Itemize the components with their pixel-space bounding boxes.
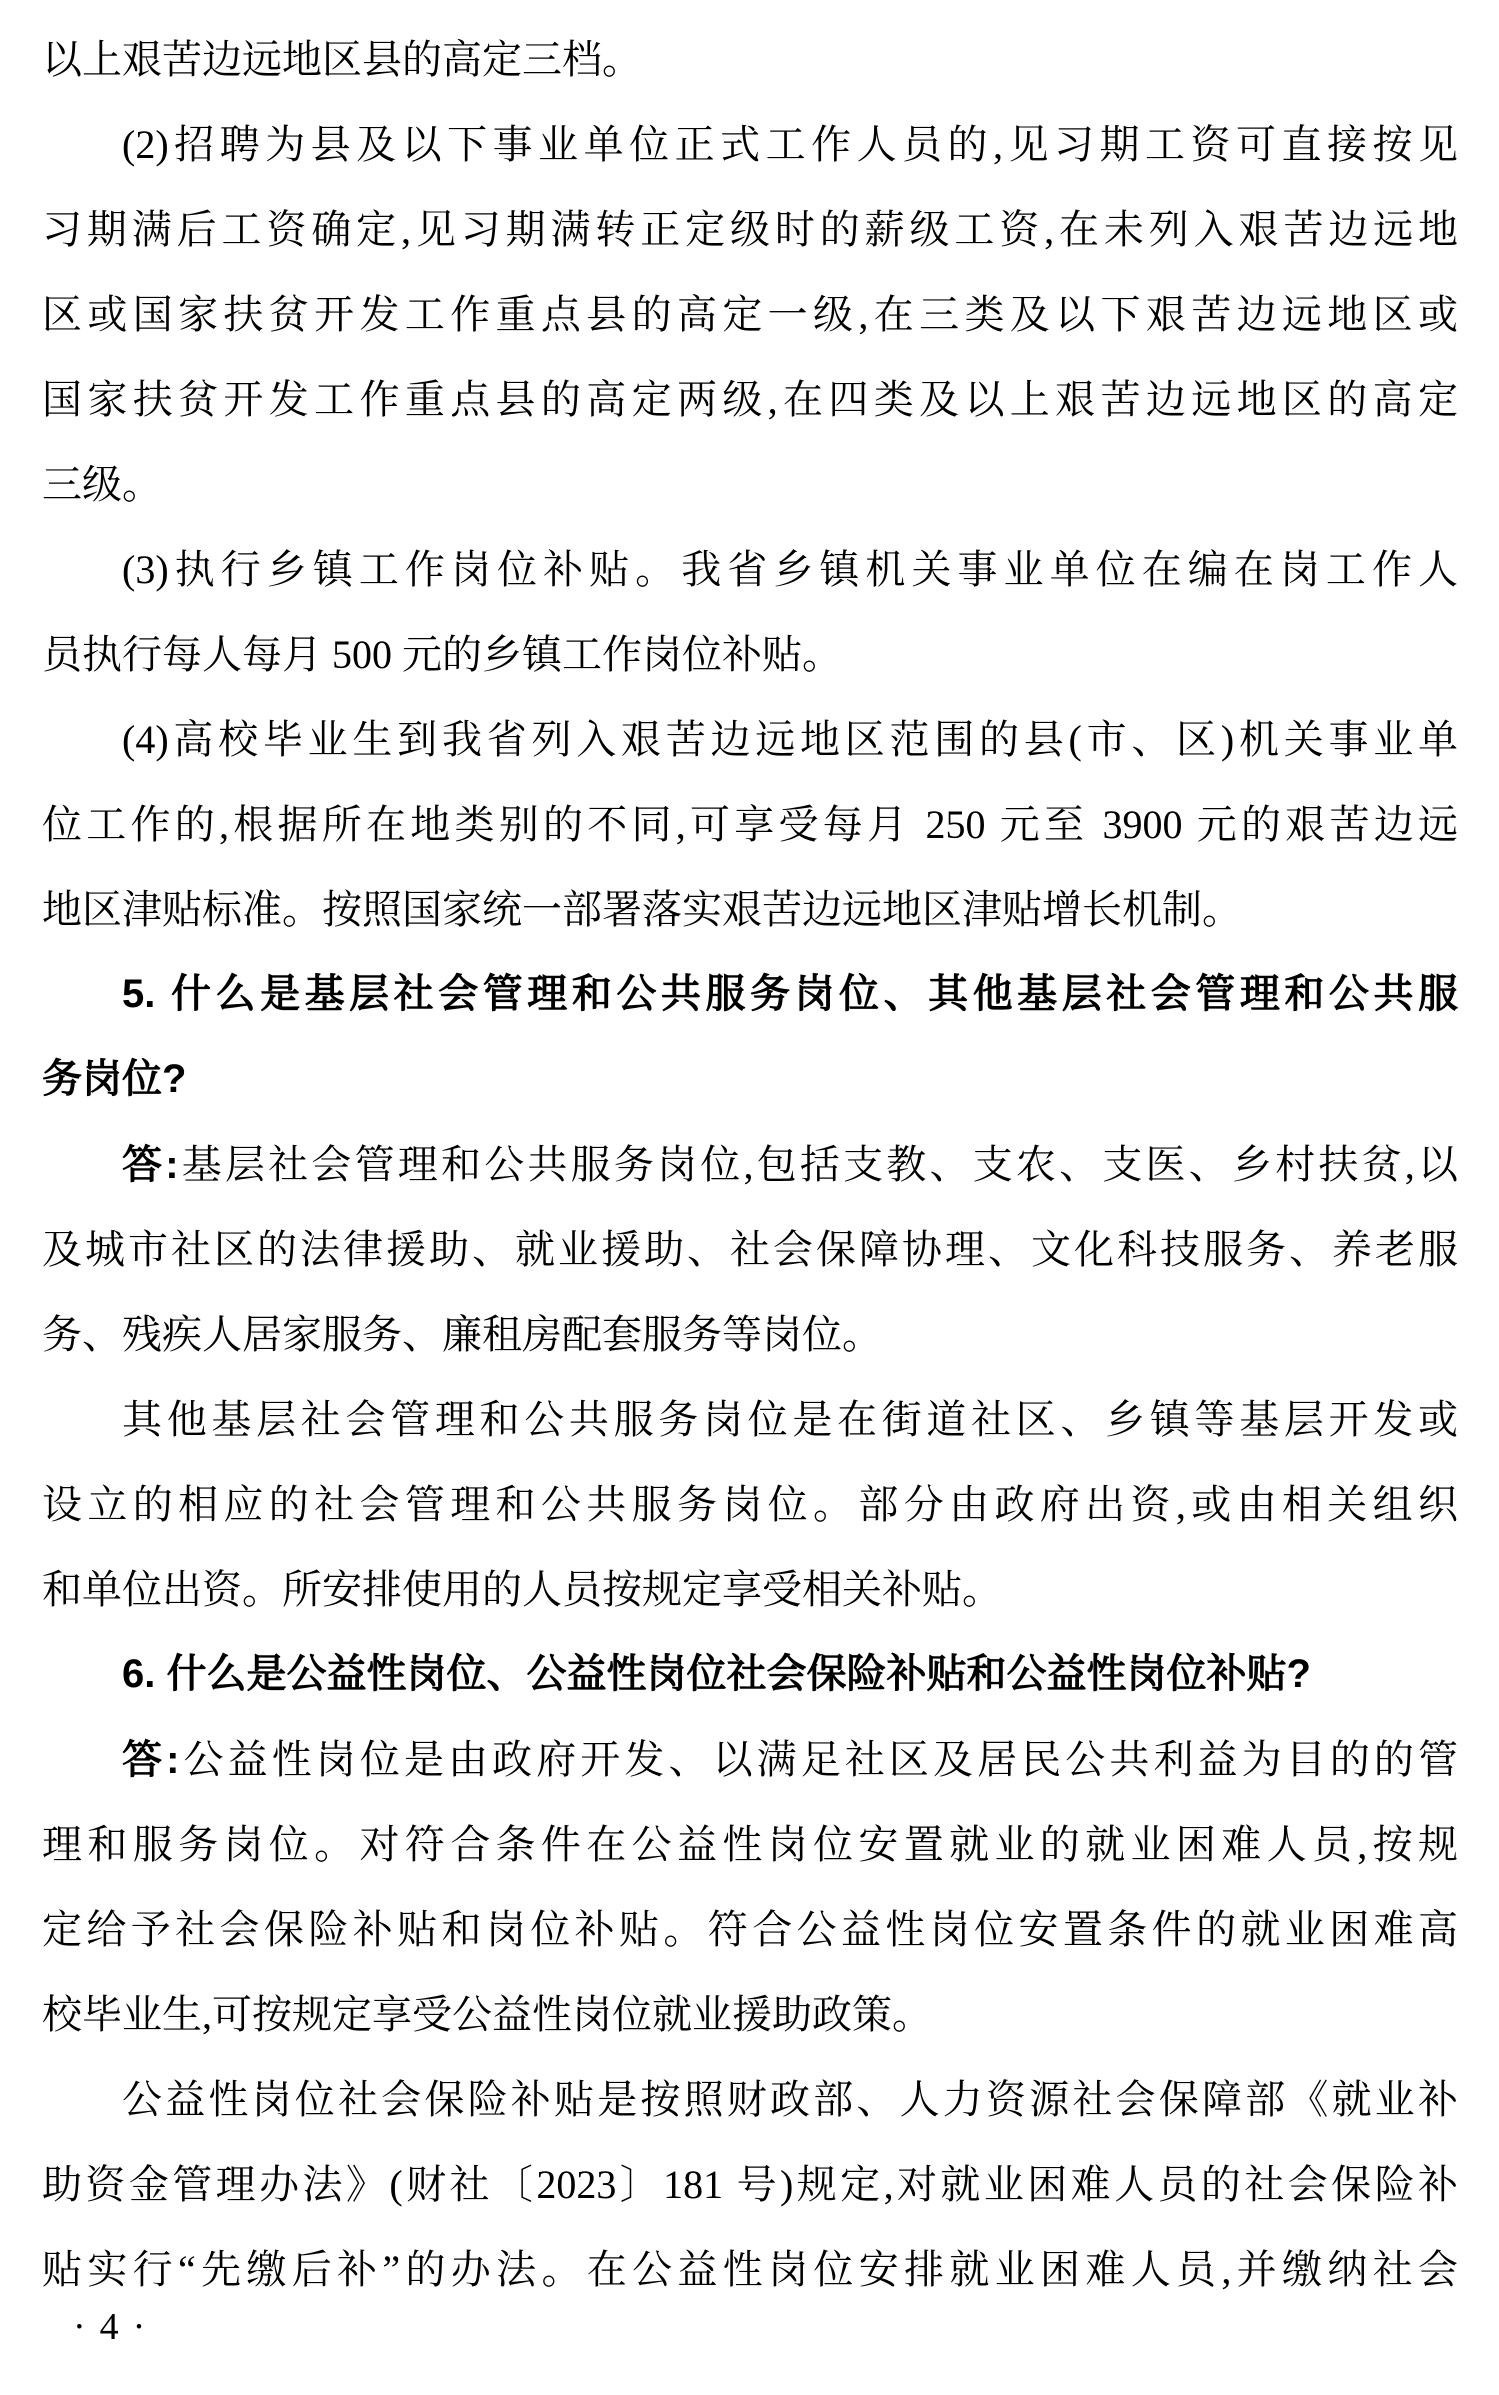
paragraph — [42, 697, 1458, 952]
text-line: 务岗位? — [42, 1057, 187, 1101]
text-line: (3)执行乡镇工作岗位补贴。我省乡镇机关事业单位在编在岗工作人 — [122, 547, 1458, 592]
text-line: 定给予社会保险补贴和岗位补贴。符合公益性岗位安置条件的就业困难高 — [42, 1907, 1458, 1952]
question-heading — [42, 952, 1458, 1122]
text-line: 答:公益性岗位是由政府开发、以满足社区及居民公共利益为目的的管 — [122, 1737, 1458, 1782]
text-line: 习期满后工资确定,见习期满转正定级时的薪级工资,在未列入艰苦边远地 — [42, 207, 1458, 252]
text-line: 贴实行“先缴后补”的办法。在公益性岗位安排就业困难人员,并缴纳社会 — [42, 2247, 1458, 2292]
text-block — [42, 17, 1458, 2312]
paragraph — [42, 102, 1458, 527]
text-line: 位工作的,根据所在地类别的不同,可享受每月 250 元至 3900 元的艰苦边远 — [42, 802, 1458, 847]
answer-prefix: 答: — [122, 1738, 180, 1782]
text-line: 理和服务岗位。对符合条件在公益性岗位安置就业的就业困难人员,按规 — [42, 1822, 1458, 1867]
text-line: 以上艰苦边远地区县的高定三档。 — [42, 37, 642, 82]
paragraph — [42, 1122, 1458, 1377]
paragraph — [42, 2057, 1458, 2312]
text-line: (4)高校毕业生到我省列入艰苦边远地区范围的县(市、区)机关事业单 — [122, 717, 1458, 762]
text-line: 设立的相应的社会管理和公共服务岗位。部分由政府出资,或由相关组织 — [42, 1482, 1458, 1527]
text-line: 校毕业生,可按规定享受公益性岗位就业援助政策。 — [42, 1992, 932, 2037]
text-line: 6. 什么是公益性岗位、公益性岗位社会保险补贴和公益性岗位补贴? — [122, 1652, 1311, 1696]
text-line: 务、残疾人居家服务、廉租房配套服务等岗位。 — [42, 1312, 882, 1357]
text-line: 和单位出资。所安排使用的人员按规定享受相关补贴。 — [42, 1567, 1002, 1612]
answer-prefix: 答: — [122, 1143, 179, 1187]
text-line: 公益性岗位社会保险补贴是按照财政部、人力资源社会保障部《就业补 — [122, 2077, 1458, 2122]
page-number: ·4· — [73, 2306, 160, 2348]
text-line: 国家扶贫开发工作重点县的高定两级,在四类及以上艰苦边远地区的高定 — [42, 377, 1458, 422]
text-line: (2)招聘为县及以下事业单位正式工作人员的,见习期工资可直接按见 — [122, 122, 1458, 167]
text-line: 助资金管理办法》(财社〔2023〕181 号)规定,对就业困难人员的社会保险补 — [42, 2162, 1458, 2207]
question-heading — [42, 1632, 1458, 1717]
paragraph — [42, 17, 1458, 102]
paragraph — [42, 1377, 1458, 1632]
text-line: 区或国家扶贫开发工作重点县的高定一级,在三类及以下艰苦边远地区或 — [42, 292, 1458, 337]
paragraph — [42, 527, 1458, 697]
text-line: 员执行每人每月 500 元的乡镇工作岗位补贴。 — [42, 632, 842, 677]
text-line: 答:基层社会管理和公共服务岗位,包括支教、支农、支医、乡村扶贫,以 — [122, 1142, 1458, 1187]
text-line: 其他基层社会管理和公共服务岗位是在街道社区、乡镇等基层开发或 — [122, 1397, 1458, 1442]
text-line: 地区津贴标准。按照国家统一部署落实艰苦边远地区津贴增长机制。 — [42, 887, 1242, 932]
text-line: 三级。 — [42, 462, 162, 507]
text-line: 5. 什么是基层社会管理和公共服务岗位、其他基层社会管理和公共服 — [122, 972, 1458, 1016]
paragraph — [42, 1717, 1458, 2057]
text-line: 及城市社区的法律援助、就业援助、社会保障协理、文化科技服务、养老服 — [42, 1227, 1458, 1272]
